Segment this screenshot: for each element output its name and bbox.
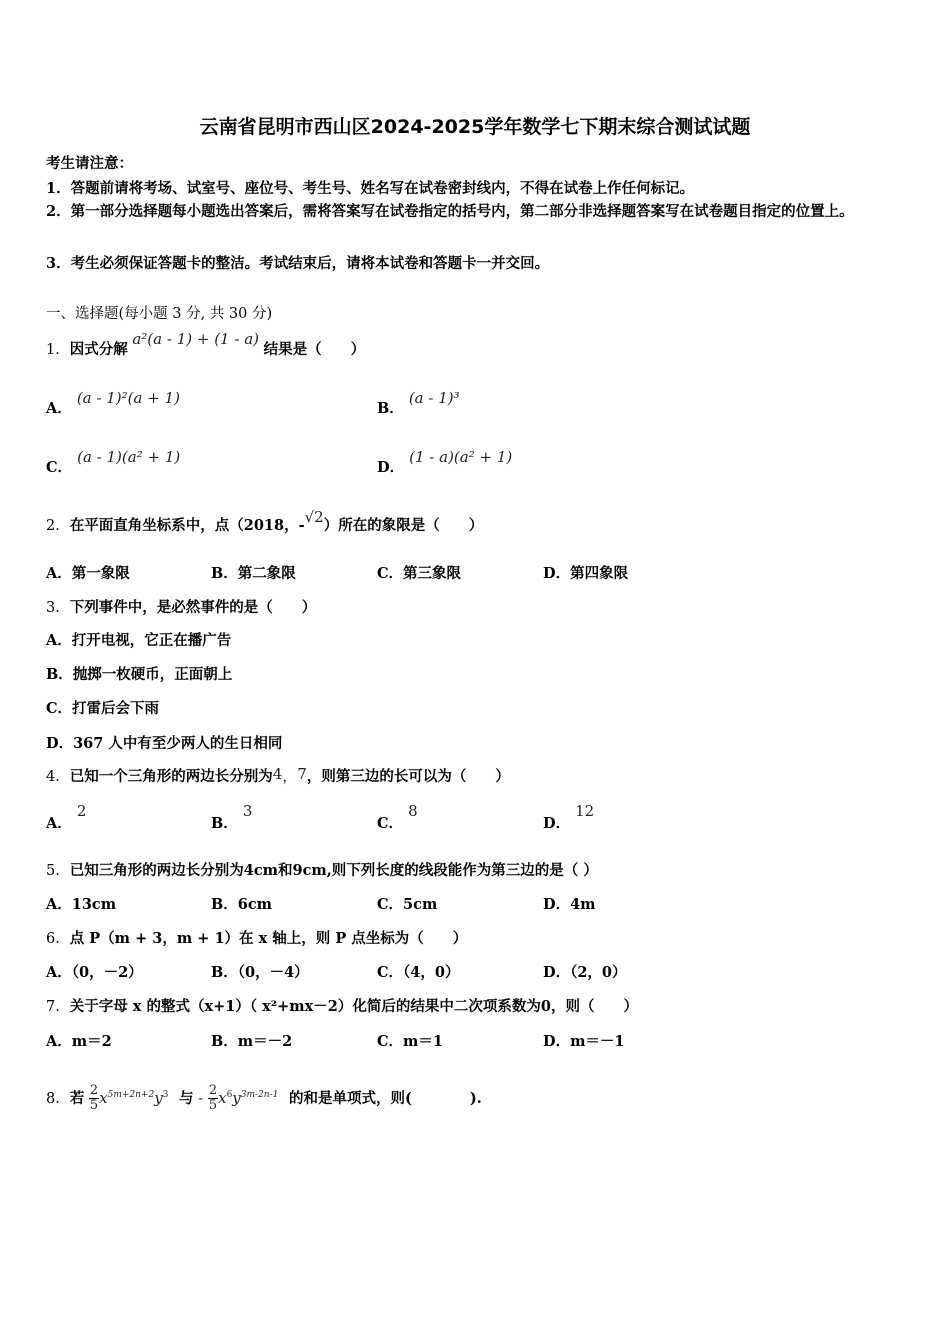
option-d[interactable] xyxy=(377,448,513,477)
option-label: C． xyxy=(46,459,73,476)
option-d[interactable]: D．m＝－1 xyxy=(543,1033,625,1050)
option-b[interactable]: B．（0，－4） xyxy=(211,964,309,981)
question-8 xyxy=(46,1070,482,1124)
option-c[interactable]: C．（4，0） xyxy=(377,964,460,981)
section-heading: 一、选择题(每小题 3 分, 共 30 分) xyxy=(46,306,273,322)
notice-item-3: 3．考生必须保证答题卡的整洁。考试结束后，请将本试卷和答题卡一并交回。 xyxy=(46,255,550,272)
question-1 xyxy=(46,330,366,359)
question-text: 与 xyxy=(179,1089,194,1107)
question-text: 已知一个三角形的两边长分别为 xyxy=(69,768,273,785)
fraction xyxy=(208,1084,218,1113)
variable-x: x xyxy=(218,1088,227,1107)
option-math: 12 xyxy=(575,802,595,820)
option-a[interactable] xyxy=(46,389,180,418)
question-text: 若 xyxy=(69,1089,85,1107)
option-d[interactable]: D．4m xyxy=(543,896,596,913)
exponent: 6 xyxy=(226,1090,233,1100)
notice-heading: 考生请注意： xyxy=(46,155,133,172)
question-number: 3． xyxy=(46,600,70,616)
question-text: 已知三角形的两边长分别为4cm和9cm,则下列长度的线段能作为第三边的是（ ） xyxy=(69,862,598,879)
notice-item-2: 2．第一部分选择题每小题选出答案后，需将答案写在试卷指定的括号内，第二部分非选择题答案写在试卷题目指定的位置上。 xyxy=(46,203,854,220)
option-label: D． xyxy=(377,459,405,476)
option-math: 8 xyxy=(408,802,418,820)
question-text: 点 P（m + 3，m + 1）在 x 轴上，则 P 点坐标为（ ） xyxy=(69,930,468,947)
option-b[interactable]: B．m＝－2 xyxy=(211,1033,293,1050)
option-b[interactable]: B．第二象限 xyxy=(211,565,296,582)
option-c[interactable]: C．打雷后会下雨 xyxy=(46,700,160,717)
option-label: C． xyxy=(377,815,404,832)
option-math: (1 - a)(a² + 1) xyxy=(409,448,513,466)
option-math: 2 xyxy=(76,802,87,820)
question-text: 关于字母 x 的整式（x+1）（ x²+mx－2）化简后的结果中二次项系数为0，则（ ） xyxy=(69,998,638,1015)
sqrt-two: √2 xyxy=(304,508,324,526)
option-b[interactable] xyxy=(211,802,253,833)
question-text: 因式分解 xyxy=(69,341,128,358)
option-b[interactable]: B．抛掷一枚硬币，正面朝上 xyxy=(46,666,233,683)
question-number: 2． xyxy=(46,518,70,534)
fraction-numerator: 2 xyxy=(208,1083,218,1099)
fraction xyxy=(89,1084,99,1113)
option-c[interactable] xyxy=(377,802,418,833)
option-c[interactable] xyxy=(46,448,181,477)
separator: ， xyxy=(282,767,298,785)
question-text: ，则第三边的长可以为（ ） xyxy=(306,768,510,785)
option-c[interactable]: C．m＝1 xyxy=(377,1033,443,1050)
option-c[interactable]: C．5cm xyxy=(377,896,438,913)
option-a[interactable]: A．13cm xyxy=(46,896,117,913)
option-label: D． xyxy=(543,815,571,832)
question-5 xyxy=(46,859,598,880)
option-label: A． xyxy=(46,400,72,417)
exponent: 5m+2n+2 xyxy=(107,1090,155,1100)
option-a[interactable]: A．（0，－2） xyxy=(46,964,143,981)
question-text: 下列事件中，是必然事件的是（ ） xyxy=(69,599,317,616)
option-math: 3 xyxy=(242,802,253,820)
question-number: 6． xyxy=(46,931,70,947)
variable-x: x xyxy=(99,1088,108,1107)
option-label: A． xyxy=(46,815,72,832)
option-b[interactable]: B．6cm xyxy=(211,896,273,913)
option-a[interactable]: A．第一象限 xyxy=(46,565,130,582)
question-4 xyxy=(46,765,510,786)
question-number: 8． xyxy=(46,1090,70,1107)
question-number: 7． xyxy=(46,999,70,1015)
question-number: 4． xyxy=(46,769,70,785)
question-text: 结果是（ ） xyxy=(263,341,366,358)
question-7 xyxy=(46,995,638,1016)
math-value: 4 xyxy=(272,765,283,783)
question-2 xyxy=(46,508,484,535)
option-label: B． xyxy=(211,815,238,832)
option-a[interactable] xyxy=(46,802,87,833)
fraction-denominator: 5 xyxy=(89,1098,99,1114)
option-a[interactable]: A．打开电视，它正在播广告 xyxy=(46,632,232,649)
option-d[interactable] xyxy=(543,802,595,833)
variable-y: y xyxy=(232,1088,241,1107)
minus-sign: - xyxy=(198,1088,204,1107)
option-math: (a - 1)³ xyxy=(408,389,460,407)
math-expression: a²(a - 1) + (1 - a) xyxy=(132,330,259,348)
option-math: (a - 1)(a² + 1) xyxy=(77,448,181,466)
fraction-numerator: 2 xyxy=(89,1083,99,1099)
question-number: 5． xyxy=(46,863,70,879)
question-text: 在平面直角坐标系中，点（2018，- xyxy=(69,517,305,534)
question-text: 的和是单项式，则( ). xyxy=(288,1089,482,1107)
option-a[interactable]: A．m＝2 xyxy=(46,1033,112,1050)
option-d[interactable]: D．367 人中有至少两人的生日相同 xyxy=(46,735,283,752)
exponent: 3 xyxy=(162,1090,169,1100)
question-3 xyxy=(46,596,316,617)
question-text: ）所在的象限是（ ） xyxy=(323,517,484,534)
option-math: (a - 1)²(a + 1) xyxy=(76,389,180,407)
option-b[interactable] xyxy=(377,389,460,418)
page-title: 云南省昆明市西山区2024-2025学年数学七下期末综合测试试题 xyxy=(199,116,751,138)
option-d[interactable]: D．第四象限 xyxy=(543,565,629,582)
option-c[interactable]: C．第三象限 xyxy=(377,565,462,582)
option-d[interactable]: D．（2，0） xyxy=(543,964,627,981)
math-value: 7 xyxy=(297,765,307,783)
question-6 xyxy=(46,927,467,948)
variable-y: y xyxy=(154,1088,163,1107)
fraction-denominator: 5 xyxy=(208,1098,218,1114)
notice-item-1: 1．答题前请将考场、试室号、座位号、考生号、姓名写在试卷密封线内，不得在试卷上作任何标记。 xyxy=(46,180,695,197)
option-label: B． xyxy=(377,400,404,417)
question-number: 1． xyxy=(46,342,70,358)
exponent: 3m-2n-1 xyxy=(240,1090,279,1100)
